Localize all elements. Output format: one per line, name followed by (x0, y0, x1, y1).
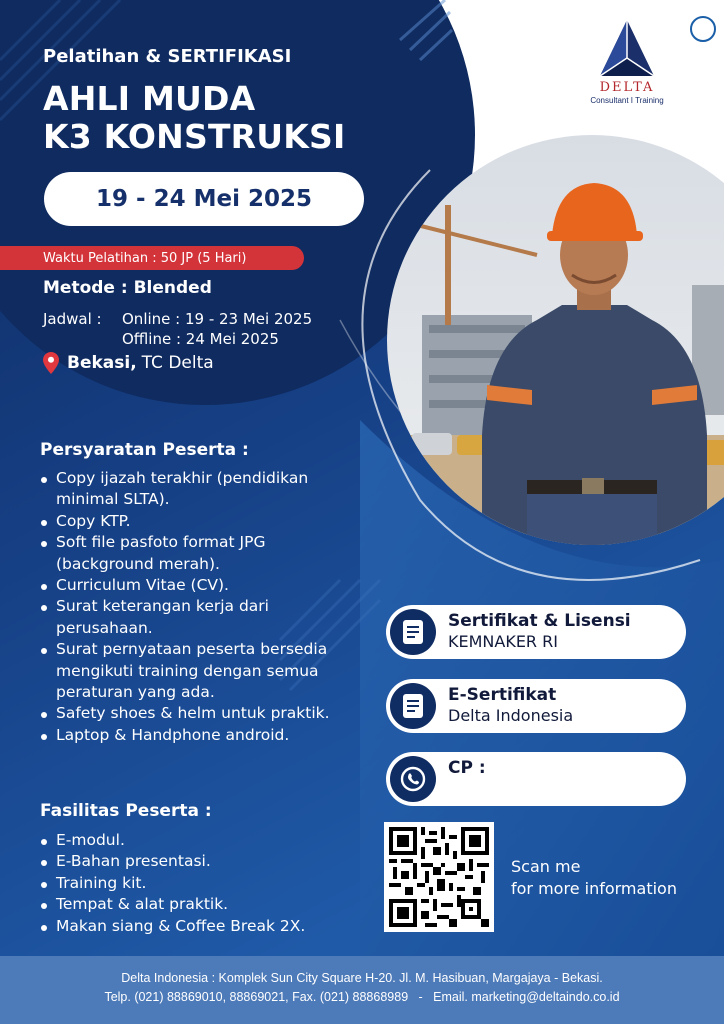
delta-triangle-logo-icon (598, 18, 656, 78)
contact-label: CP : (448, 758, 486, 778)
footer-contact: Telp. (021) 88869010, 88869021, Fax. (021) 88868989 - Email. marketing@deltaindo.co.id (104, 990, 620, 1004)
method-text: Metode : Blended (43, 278, 212, 298)
date-pill: 19 - 24 Mei 2025 (44, 172, 364, 226)
card-title: Sertifikat & Lisensi (448, 611, 631, 631)
schedule-online: Online : 19 - 23 Mei 2025 (122, 310, 313, 328)
certificate-card (386, 605, 686, 659)
list-item: Curriculum Vitae (CV). (40, 575, 350, 596)
brand-name: DELTA (599, 80, 655, 95)
schedule-offline: Offline : 24 Mei 2025 (122, 330, 279, 348)
brand-tagline: Consultant I Training (590, 96, 664, 105)
program-title (43, 80, 345, 156)
list-item: Tempat & alat praktik. (40, 894, 360, 915)
location (43, 352, 214, 374)
scan-caption (511, 856, 677, 900)
title-line-2: K3 KONSTRUKSI (43, 117, 346, 156)
card-subtitle: KEMNAKER RI (448, 632, 558, 651)
list-item: Copy KTP. (40, 511, 350, 532)
list-item: Laptop & Handphone android. (40, 725, 350, 746)
facilities-list (40, 830, 360, 937)
footer (0, 956, 724, 1024)
map-pin-icon (43, 352, 59, 374)
list-item: E-modul. (40, 830, 360, 851)
decorative-ring (690, 16, 716, 42)
card-subtitle: Delta Indonesia (448, 706, 574, 725)
location-city: Bekasi, (67, 353, 137, 373)
document-icon (390, 683, 436, 729)
requirements-list (40, 468, 350, 746)
list-item: Training kit. (40, 873, 360, 894)
list-item: Surat keterangan kerja dari perusahaan. (40, 596, 350, 639)
program-subtitle: Pelatihan & SERTIFIKASI (43, 46, 292, 67)
schedule-label: Jadwal : (43, 310, 102, 328)
e-certificate-card (386, 679, 686, 733)
scan-line-1: Scan me (511, 857, 581, 876)
delta-logo (582, 18, 672, 105)
list-item: Copy ijazah terakhir (pendidikan minimal SLTA). (40, 468, 350, 511)
phone-icon (390, 756, 436, 802)
training-duration-banner: Waktu Pelatihan : 50 JP (5 Hari) (0, 246, 304, 270)
list-item: Surat pernyataan peserta bersedia mengikuti training dengan semua peraturan yang ada. (40, 639, 350, 703)
scan-line-2: for more information (511, 879, 677, 898)
footer-address: Delta Indonesia : Komplek Sun City Square H-20. Jl. M. Hasibuan, Margajaya - Bekasi. (121, 971, 603, 985)
facilities-heading: Fasilitas Peserta : (40, 801, 212, 821)
contact-card[interactable] (386, 752, 686, 806)
title-line-1: AHLI MUDA (43, 79, 256, 118)
list-item: Makan siang & Coffee Break 2X. (40, 916, 360, 937)
document-icon (390, 609, 436, 655)
list-item: E-Bahan presentasi. (40, 851, 360, 872)
location-place: TC Delta (141, 353, 214, 373)
qr-code[interactable] (384, 822, 494, 932)
list-item: Soft file pasfoto format JPG (background merah). (40, 532, 350, 575)
requirements-heading: Persyaratan Peserta : (40, 440, 249, 460)
list-item: Safety shoes & helm untuk praktik. (40, 703, 350, 724)
card-title: E-Sertifikat (448, 685, 557, 705)
